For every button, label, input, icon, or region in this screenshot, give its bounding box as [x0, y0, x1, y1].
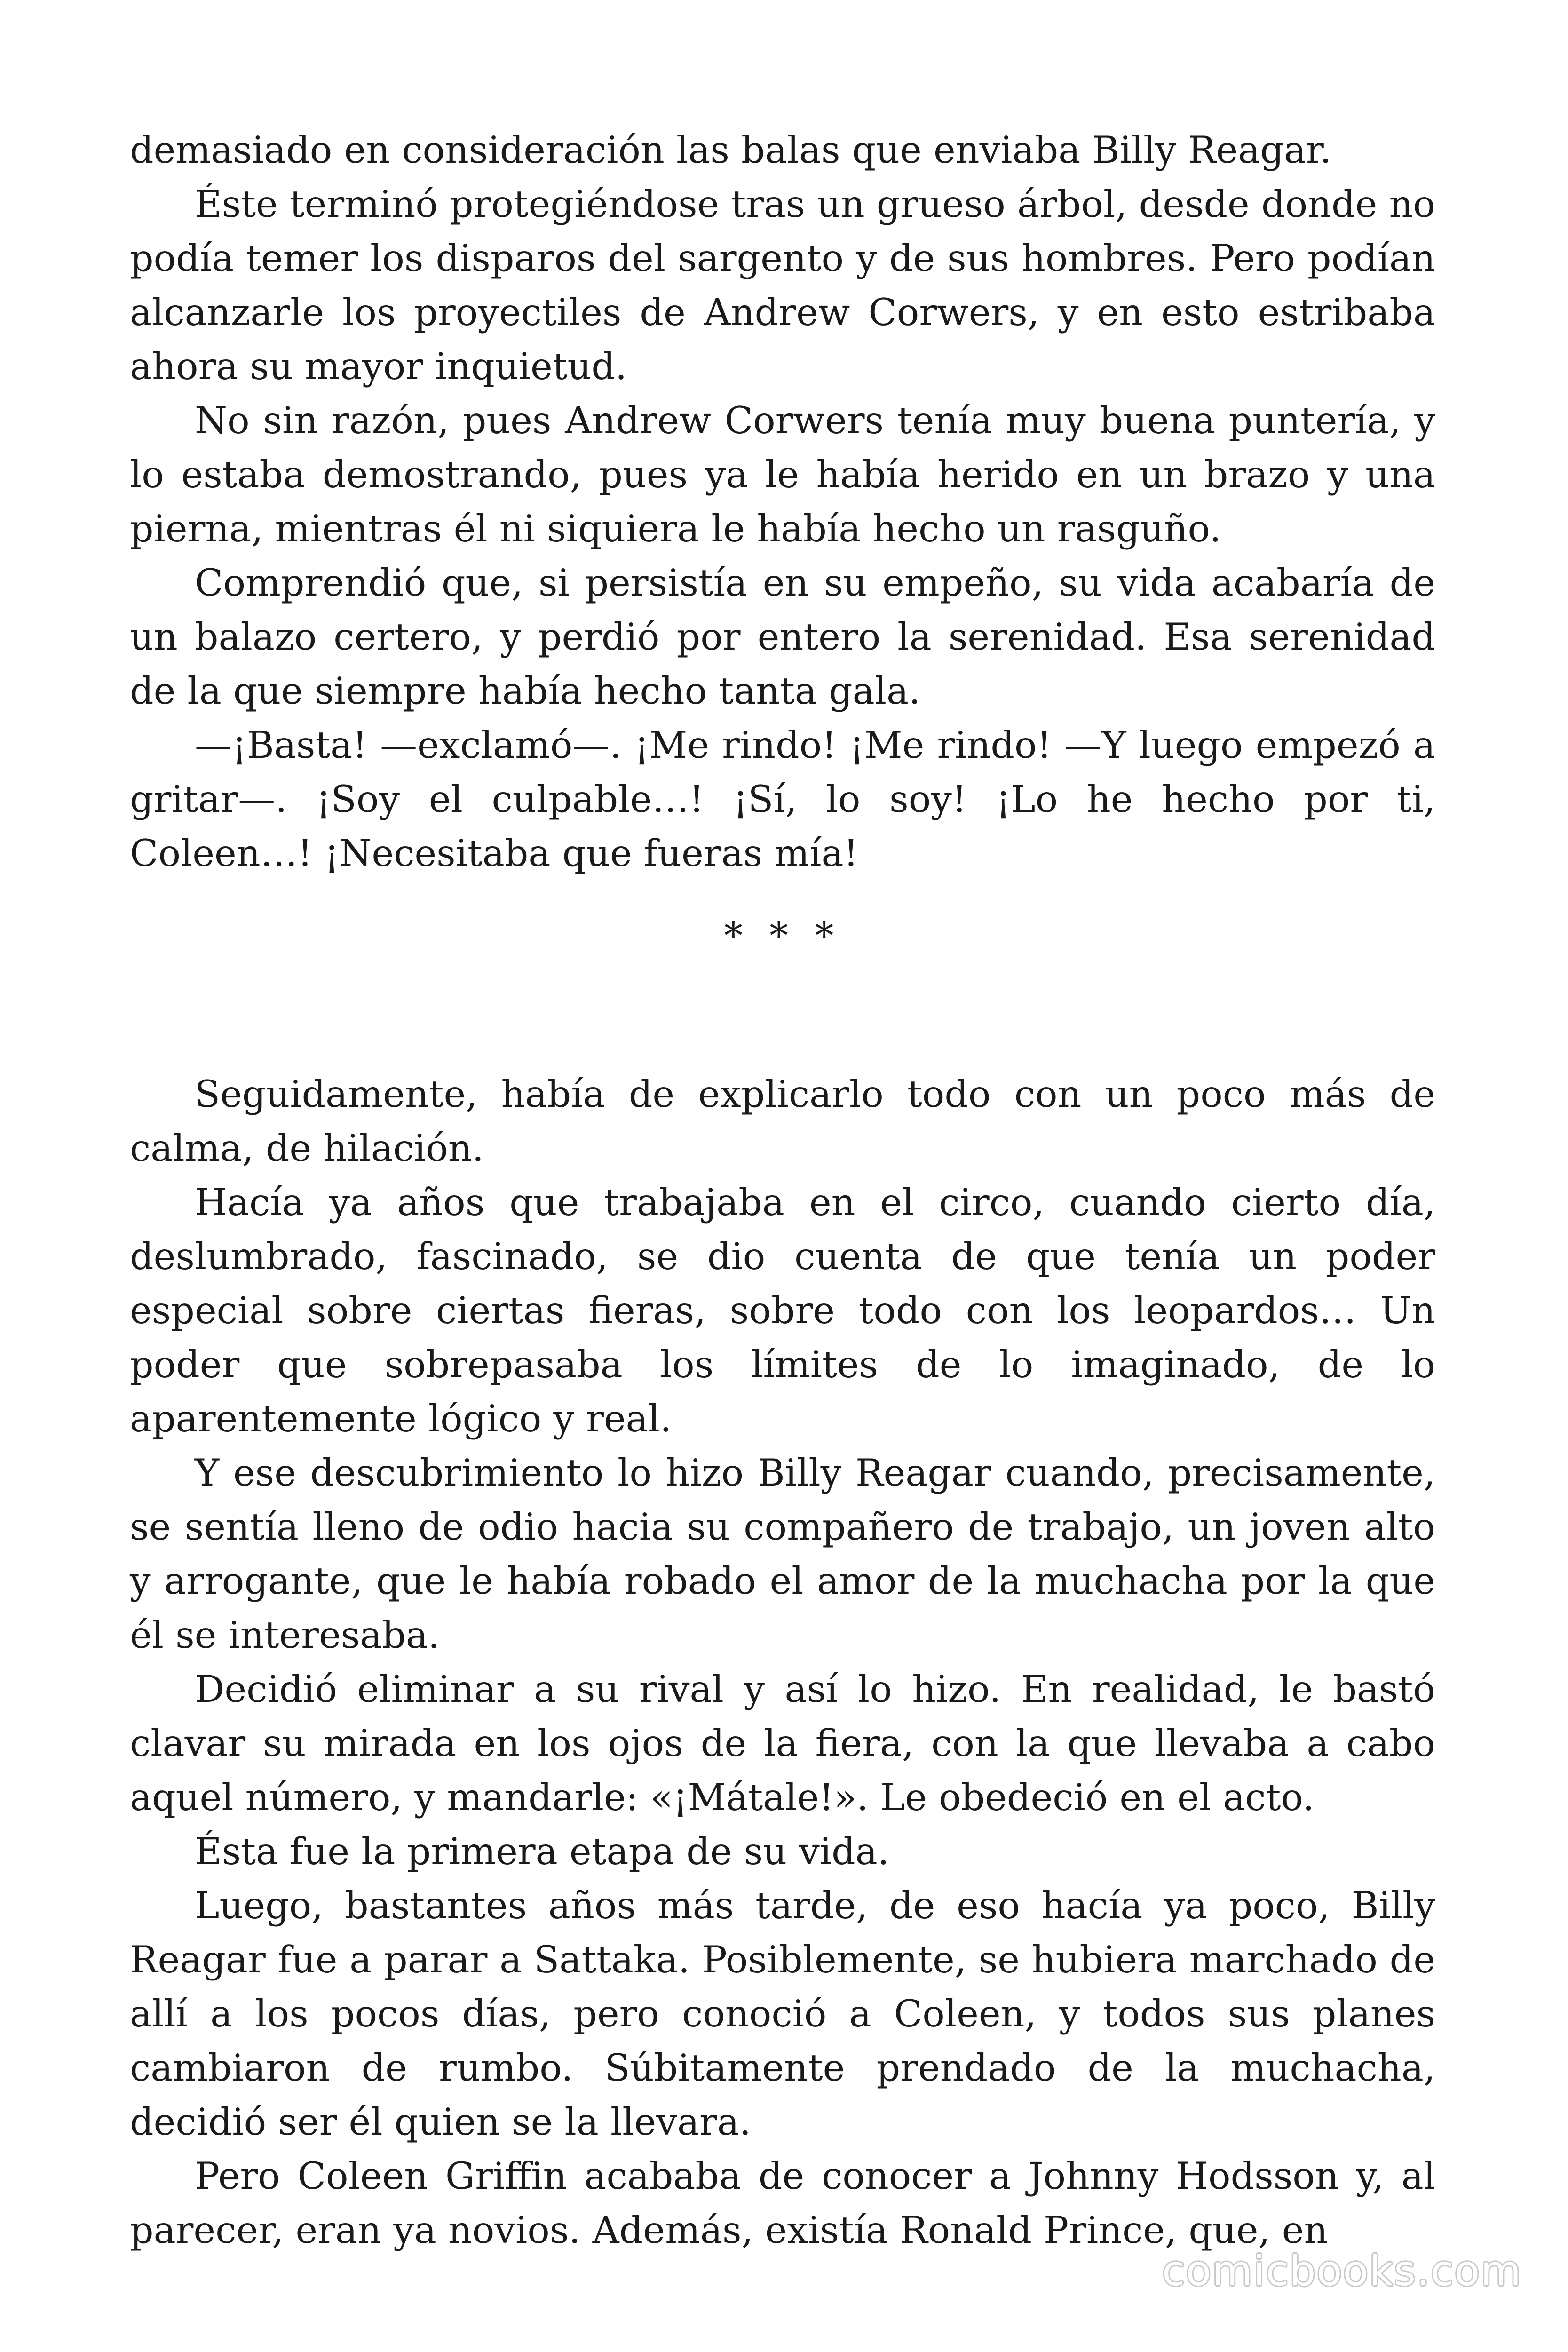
section-separator: * * * [724, 914, 841, 957]
paragraph: Hacía ya años que trabajaba en el circo, cuando cierto día, deslumbrado, fascinado, se dio cuenta de que tenía un poder especial sobre ciertas fieras, sobre todo con los leopardos… Un poder que sobrepasaba los límites de lo imaginado, de lo aparentemente lógico y real. [130, 1181, 1435, 1440]
page-body [130, 123, 1435, 2257]
paragraph: Luego, bastantes años más tarde, de eso hacía ya poco, Billy Reagar fue a parar a Sattaka. Posiblemente, se hubiera marchado de allí a los pocos días, pero conoció a Coleen, y todos sus planes cambiaron de rumbo. Súbitamente prendado de la muchacha, decidió ser él quien se la llevara. [130, 1884, 1435, 2144]
watermark-logo: comicbooks.com [1162, 2247, 1522, 2295]
paragraph: Decidió eliminar a su rival y así lo hizo. En realidad, le bastó clavar su mirada en los ojos de la fiera, con la que llevaba a cabo aquel número, y mandarle: «¡Mátale!». Le obedeció en el acto. [130, 1668, 1435, 1819]
paragraph-dialogue: —¡Basta! —exclamó—. ¡Me rindo! ¡Me rindo! —Y luego empezó a gritar—. ¡Soy el culpable…! ¡Sí, lo soy! ¡Lo he hecho por ti, Coleen…! ¡Necesitaba que fueras mía! [130, 723, 1435, 875]
paragraph: Seguidamente, había de explicarlo todo con un poco más de calma, de hilación. [130, 1073, 1435, 1170]
paragraph: Éste terminó protegiéndose tras un grueso árbol, desde donde no podía temer los disparos del sargento y de sus hombres. Pero podían alcanzarle los proyectiles de Andrew Corwers, y en esto estribaba ahora su mayor inquietud. [130, 183, 1435, 388]
paragraph: Y ese descubrimiento lo hizo Billy Reagar cuando, precisamente, se sentía lleno de odio hacia su compañero de trabajo, un joven alto y arrogante, que le había robado el amor de la muchacha por la que él se interesaba. [130, 1451, 1435, 1657]
paragraph: No sin razón, pues Andrew Corwers tenía muy buena puntería, y lo estaba demostrando, pues ya le había herido en un brazo y una pierna, mientras él ni siquiera le había hecho un rasguño. [130, 399, 1435, 550]
paragraph: Pero Coleen Griffin acababa de conocer a Johnny Hodsson y, al parecer, eran ya novios. Además, existía Ronald Prince, que, en [130, 2154, 1435, 2252]
paragraph: Comprendió que, si persistía en su empeño, su vida acabaría de un balazo certero, y perdió por entero la serenidad. Esa serenidad de la que siempre había hecho tanta gala. [130, 561, 1435, 713]
paragraph-continuation: demasiado en consideración las balas que enviaba Billy Reagar. [130, 128, 1332, 172]
paragraph: Ésta fue la primera etapa de su vida. [195, 1830, 889, 1873]
